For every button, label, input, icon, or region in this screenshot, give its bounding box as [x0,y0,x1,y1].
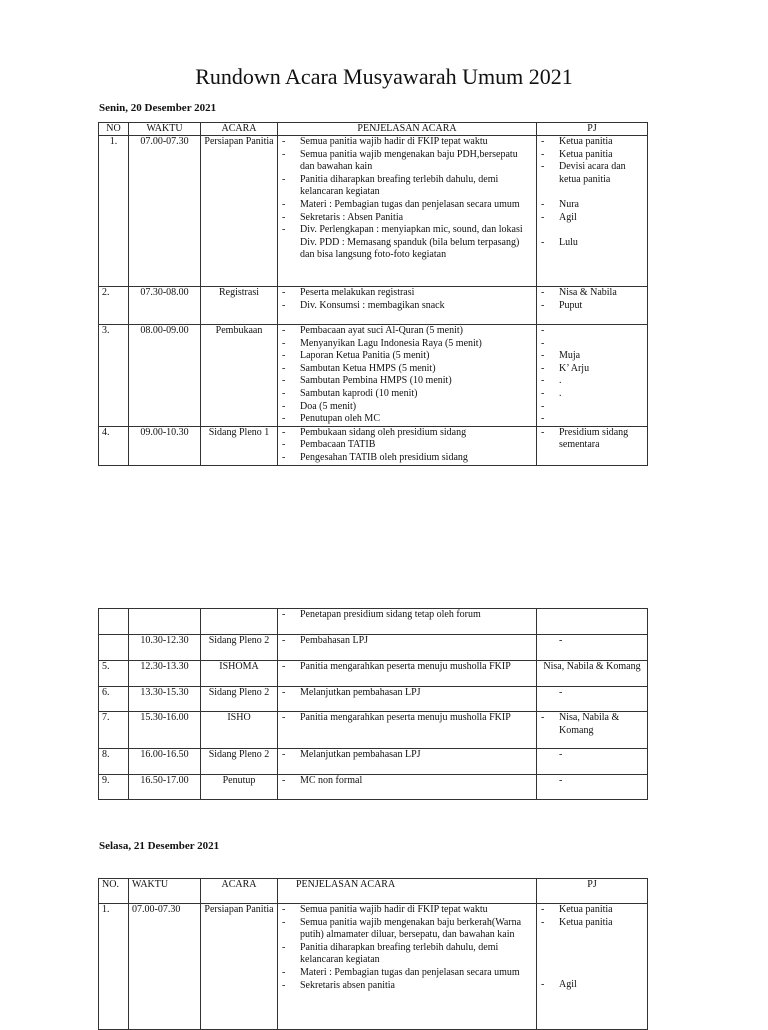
row-time: 10.30-12.30 [129,635,201,661]
table-row [99,775,648,800]
row-time [129,609,201,635]
table-row [99,687,648,712]
table-row [99,635,648,661]
row-no: 7. [99,712,129,749]
row-event: Sidang Pleno 1 [201,426,278,465]
pj-item: - Muja [541,350,644,363]
table-row [99,426,648,465]
pj-item [541,413,644,426]
pj-item [541,325,644,338]
pj-item: - Ketua panitia [541,917,644,930]
row-pj: - [537,687,648,712]
rundown-table-day1 [98,122,648,466]
document-title: Rundown Acara Musyawarah Umum 2021 [195,64,573,89]
detail-item: - Pembacaan TATIB [282,439,533,452]
header-event: ACARA [201,123,278,136]
detail-item: - Sambutan Ketua HMPS (5 menit) [282,363,533,376]
detail-item: - Sekretaris : Absen Panitia [282,212,533,225]
row-no [99,609,129,635]
detail-item: - Semua panitia wajib hadir di FKIP tepat waktu [282,904,533,917]
detail-item: - Div. Perlengkapan : menyiapkan mic, sound, dan lokasi [282,224,533,237]
row-no: 1. [99,136,129,287]
table-row [99,325,648,427]
detail-item: - Pengesahan TATIB oleh presidium sidang [282,452,533,465]
pj-item: - Ketua panitia [541,136,644,149]
row-no [99,635,129,661]
detail-item: - Panitia mengarahkan peserta menuju musholla FKIP [282,712,533,725]
row-event: Sidang Pleno 2 [201,635,278,661]
detail-item: - Melanjutkan pembahasan LPJ [282,749,533,762]
table-row [99,712,648,749]
table-row [99,661,648,687]
detail-item: - Penetapan presidium sidang tetap oleh forum [282,609,533,622]
detail-item: - Laporan Ketua Panitia (5 menit) [282,350,533,363]
detail-item: - Doa (5 menit) [282,401,533,414]
detail-item: - Panitia diharapkan breafing terlebih dahulu, demi kelancaran kegiatan [282,174,533,199]
row-time: 08.00-09.00 [129,325,201,427]
detail-item: - Peserta melakukan registrasi [282,287,533,300]
detail-item: - Div. Konsumsi : membagikan snack [282,300,533,313]
pj-item: - Nisa & Nabila [541,287,644,300]
row-pj [537,136,648,287]
row-pj: - [537,749,648,775]
rundown-table-day1-continued [98,608,648,800]
pj-item: - Agil [541,979,644,992]
detail-item: - Semua panitia wajib mengenakan baju PDH,bersepatu dan bawahan kain [282,149,533,174]
header-pj: PJ [537,879,648,904]
row-time: 12.30-13.30 [129,661,201,687]
row-details [278,749,537,775]
row-event: Registrasi [201,287,278,325]
pj-item: - Presidium sidang sementara [541,427,644,452]
row-no: 5. [99,661,129,687]
table-row [99,609,648,635]
row-details [278,325,537,427]
pj-item: - . [541,375,644,388]
header-time: WAKTU [129,879,201,904]
detail-item: - Sambutan Pembina HMPS (10 menit) [282,375,533,388]
row-event: ISHOMA [201,661,278,687]
row-no: 2. [99,287,129,325]
detail-item: - Penutupan oleh MC [282,413,533,426]
row-details [278,609,537,635]
pj-item: - Devisi acara dan ketua panitia [541,161,644,186]
row-event: Penutup [201,775,278,800]
header-no: NO. [99,879,129,904]
pj-item: - Lulu [541,237,644,250]
pj-item: - Ketua panitia [541,904,644,917]
day1-label: Senin, 20 Desember 2021 [99,102,217,114]
row-pj: Nisa, Nabila & Komang [537,661,648,687]
row-time: 13.30-15.30 [129,687,201,712]
detail-item: - Sekretaris absen panitia [282,980,533,993]
row-no: 1. [99,904,129,1030]
pj-item: - Puput [541,300,644,313]
detail-item: - Panitia diharapkan breafing terlebih dahulu, demi kelancaran kegiatan [282,942,533,967]
row-pj [537,712,648,749]
detail-item: - Melanjutkan pembahasan LPJ [282,687,533,700]
header-pj: PJ [537,123,648,136]
detail-item: - Menyanyikan Lagu Indonesia Raya (5 menit) [282,338,533,351]
row-details [278,426,537,465]
pj-item: - K’ Arju [541,363,644,376]
row-details [278,712,537,749]
row-details [278,687,537,712]
table-row [99,136,648,287]
detail-item: - Pembacaan ayat suci Al-Quran (5 menit) [282,325,533,338]
row-event [201,609,278,635]
table-row [99,904,648,1030]
row-time: 09.00-10.30 [129,426,201,465]
row-pj [537,609,648,635]
pj-item: - Ketua panitia [541,149,644,162]
header-details: PENJELASAN ACARA [278,123,537,136]
header-time: WAKTU [129,123,201,136]
row-pj [537,426,648,465]
pj-item: - Nisa, Nabila & Komang [541,712,644,737]
day2-label: Selasa, 21 Desember 2021 [99,840,220,852]
detail-item: - Panitia mengarahkan peserta menuju musholla FKIP [282,661,533,674]
row-time: 15.30-16.00 [129,712,201,749]
detail-item: - Materi : Pembagian tugas dan penjelasan secara umum [282,199,533,212]
row-no: 6. [99,687,129,712]
header-details: PENJELASAN ACARA [278,879,537,904]
table-row [99,749,648,775]
header-event: ACARA [201,879,278,904]
row-time: 07.30-08.00 [129,287,201,325]
table-row [99,287,648,325]
row-time: 07.00-07.30 [129,904,201,1030]
row-pj: - [537,635,648,661]
row-event: Pembukaan [201,325,278,427]
pj-item [541,401,644,414]
row-no: 3. [99,325,129,427]
row-event: Persiapan Panitia [201,904,278,1030]
row-details [278,287,537,325]
row-details [278,775,537,800]
detail-item: - Semua panitia wajib hadir di FKIP tepat waktu [282,136,533,149]
row-details [278,136,537,287]
detail-item: - Pembukaan sidang oleh presidium sidang [282,427,533,440]
row-pj [537,904,648,1030]
row-no: 9. [99,775,129,800]
detail-item: - Pembahasan LPJ [282,635,533,648]
row-no: 8. [99,749,129,775]
pj-item: - . [541,388,644,401]
detail-item: - Semua panitia wajib mengenakan baju berkerah(Warna putih) almamater diluar, bersepatu, dan bawahan kain [282,917,533,942]
row-details [278,904,537,1030]
row-event: Sidang Pleno 2 [201,687,278,712]
detail-item: - Materi : Pembagian tugas dan penjelasan secara umum [282,967,533,980]
row-time: 16.00-16.50 [129,749,201,775]
rundown-table-day2 [98,878,648,1030]
detail-item: Div. PDD : Memasang spanduk (bila belum terpasang) dan bisa langsung foto-foto kegiatan [300,236,520,261]
row-details [278,661,537,687]
row-details [278,635,537,661]
row-event: ISHO [201,712,278,749]
pj-item: - Agil [541,212,644,225]
pj-item: - Nura [541,199,644,212]
pj-item [541,338,644,351]
header-no: NO [99,123,129,136]
row-time: 16.50-17.00 [129,775,201,800]
row-pj [537,287,648,325]
row-pj: - [537,775,648,800]
detail-item: - MC non formal [282,775,533,788]
detail-item: - Sambutan kaprodi (10 menit) [282,388,533,401]
row-event: Sidang Pleno 2 [201,749,278,775]
row-no: 4. [99,426,129,465]
row-pj [537,325,648,427]
row-time: 07.00-07.30 [129,136,201,287]
row-event: Persiapan Panitia [201,136,278,287]
